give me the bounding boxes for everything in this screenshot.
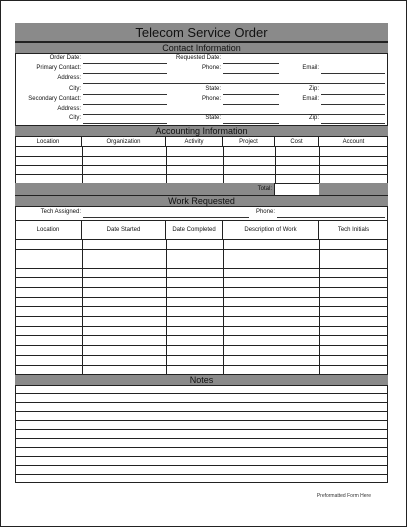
primary-email-label: Email: — [302, 65, 319, 71]
work-row-line — [15, 365, 388, 366]
primary-address-label: Address: — [57, 75, 81, 81]
work-col-tech-initials: Tech Initials — [319, 220, 388, 240]
acct-col-activity: Activity — [166, 137, 223, 147]
requested-date-label: Requested Date: — [175, 55, 221, 61]
work-row-line — [15, 355, 388, 356]
order-date-label: Order Date: — [49, 55, 81, 61]
secondary-phone-field[interactable] — [223, 104, 279, 105]
acct-row-line — [15, 156, 388, 157]
acct-col-divider — [82, 147, 83, 183]
notes-line — [15, 447, 388, 448]
primary-zip-label: Zip: — [308, 86, 319, 92]
primary-phone-label: Phone: — [201, 65, 221, 71]
secondary-email-label: Email: — [302, 96, 319, 102]
primary-state-field[interactable] — [223, 94, 279, 95]
primary-contact-field[interactable] — [83, 73, 167, 74]
acct-col-divider — [223, 147, 224, 183]
work-row-line — [15, 345, 388, 346]
notes-line — [15, 465, 388, 466]
work-col-date-completed: Date Completed — [166, 220, 223, 240]
primary-contact-label: Primary Contact: — [36, 65, 81, 71]
secondary-phone-label: Phone: — [201, 96, 221, 102]
secondary-state-label: State: — [205, 115, 221, 121]
tech-phone-field[interactable] — [277, 217, 385, 218]
acct-col-divider — [275, 147, 276, 183]
acct-row-line — [15, 165, 388, 166]
work-row-line — [15, 297, 388, 298]
requested-date-field[interactable] — [223, 63, 279, 64]
work-section-header: Work Requested — [15, 195, 388, 207]
secondary-state-field[interactable] — [223, 123, 279, 124]
form-title: Telecom Service Order — [15, 23, 388, 42]
secondary-contact-label: Secondary Contact: — [28, 96, 81, 102]
notes-section-header: Notes — [15, 374, 388, 386]
tech-assigned-field[interactable] — [83, 217, 249, 218]
primary-email-field[interactable] — [321, 73, 385, 74]
notes-line — [15, 456, 388, 457]
accounting-total-bar — [15, 183, 275, 195]
secondary-city-label: City: — [69, 115, 81, 121]
primary-address-field[interactable] — [83, 83, 385, 84]
primary-phone-field[interactable] — [223, 73, 279, 74]
notes-line — [15, 402, 388, 403]
notes-line — [15, 429, 388, 430]
secondary-zip-label: Zip: — [308, 115, 319, 121]
notes-line — [15, 474, 388, 475]
work-row-line — [15, 249, 388, 250]
acct-col-divider — [166, 147, 167, 183]
work-row-line — [15, 306, 388, 307]
total-account-shade — [319, 183, 388, 195]
work-row-line — [15, 335, 388, 336]
total-label: Total: — [257, 186, 272, 192]
acct-col-account: Account — [319, 137, 388, 147]
work-col-description: Description of Work — [223, 220, 319, 240]
order-date-field[interactable] — [83, 63, 167, 64]
secondary-address-label: Address: — [57, 106, 81, 112]
form-footer-text: Preformatted Form Here — [316, 493, 371, 499]
secondary-address-field[interactable] — [83, 114, 385, 115]
tech-phone-label: Phone: — [255, 209, 275, 215]
primary-city-label: City: — [69, 86, 81, 92]
acct-col-organization: Organization — [82, 137, 166, 147]
tech-assigned-label: Tech Assigned: — [40, 209, 81, 215]
notes-line — [15, 393, 388, 394]
work-col-location: Location — [15, 220, 82, 240]
secondary-city-field[interactable] — [83, 123, 167, 124]
notes-line — [15, 438, 388, 439]
primary-city-field[interactable] — [83, 94, 167, 95]
secondary-zip-field[interactable] — [321, 123, 385, 124]
accounting-section-header: Accounting Information — [15, 125, 388, 137]
secondary-email-field[interactable] — [321, 104, 385, 105]
primary-zip-field[interactable] — [321, 94, 385, 95]
acct-row-line — [15, 174, 388, 175]
work-row-line — [15, 268, 388, 269]
work-col-date-started: Date Started — [82, 220, 166, 240]
acct-col-cost: Cost — [275, 137, 319, 147]
work-row-line — [15, 287, 388, 288]
contact-section-header: Contact Information — [15, 42, 388, 54]
notes-line — [15, 411, 388, 412]
secondary-contact-field[interactable] — [83, 104, 167, 105]
work-row-line — [15, 326, 388, 327]
work-row-line — [15, 277, 388, 278]
work-row-line — [15, 316, 388, 317]
form-frame — [15, 23, 388, 483]
notes-line — [15, 420, 388, 421]
primary-state-label: State: — [205, 86, 221, 92]
acct-col-project: Project — [223, 137, 275, 147]
total-cost-field[interactable] — [275, 183, 319, 195]
acct-col-location: Location — [15, 137, 82, 147]
